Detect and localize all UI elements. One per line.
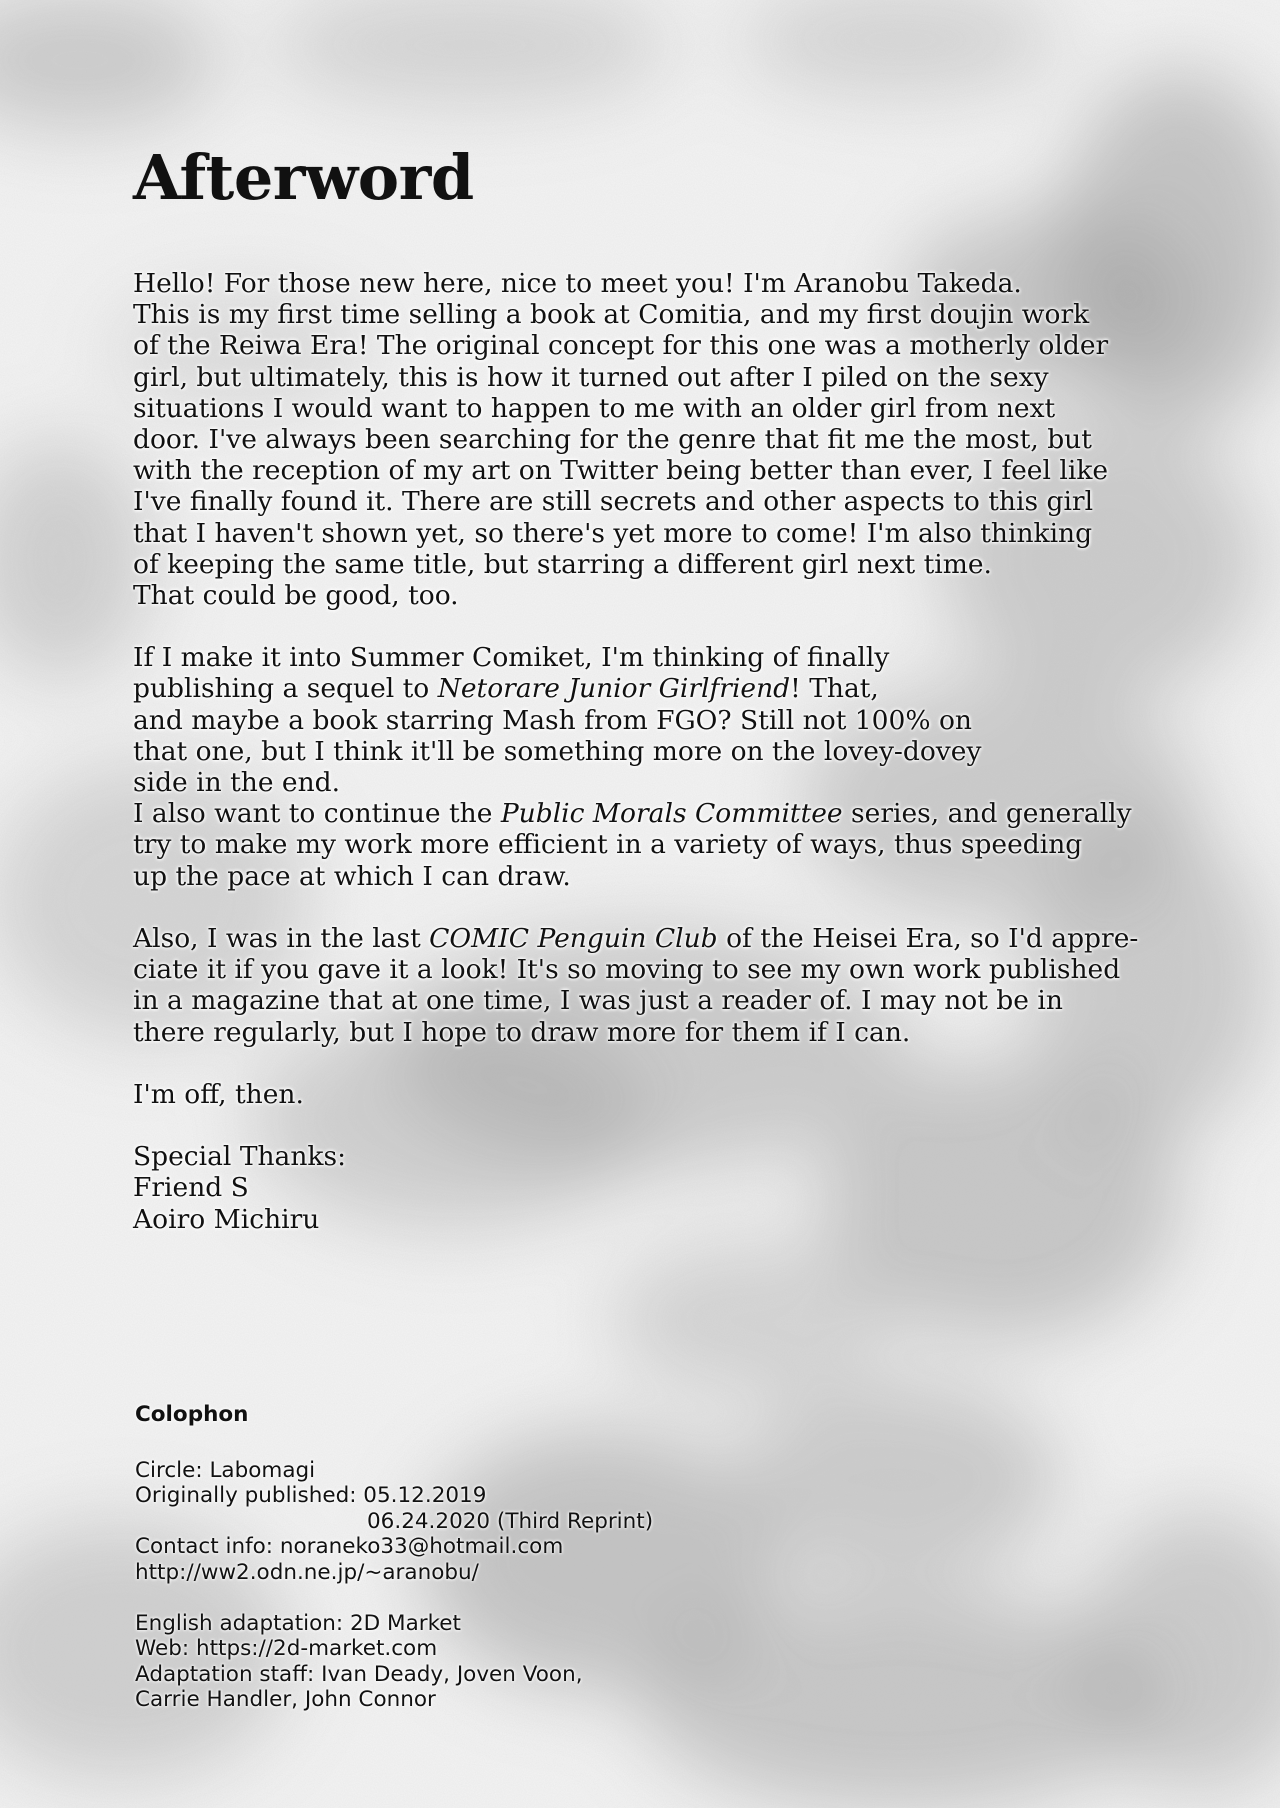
paragraph-gap xyxy=(133,611,1153,642)
colophon-gap xyxy=(135,1585,835,1611)
body-line: Friend S xyxy=(133,1172,249,1204)
colophon-line: http://ww2.odn.ne.jp/~aranobu/ xyxy=(135,1559,479,1585)
italic-title: COMIC Penguin Club xyxy=(429,922,718,954)
paragraph-gap xyxy=(133,1110,1153,1141)
body-line: ciate it if you gave it a look! It's so moving to see my own work published xyxy=(133,954,1121,986)
body-line: that I haven't shown yet, so there's yet more to come! I'm also thinking xyxy=(133,517,1093,549)
body-line: publishing a sequel to Netorare Junior Girlfriend! That, xyxy=(133,673,879,705)
colophon xyxy=(135,1402,835,1713)
page-title: Afterword xyxy=(133,141,474,214)
body-line: side in the end. xyxy=(133,767,341,798)
colophon-line: 06.24.2020 (Third Reprint) xyxy=(367,1508,654,1534)
body-line: girl, but ultimately, this is how it turned out after I piled on the sexy xyxy=(133,361,1049,393)
colophon-line: Originally published: 05.12.2019 xyxy=(135,1483,487,1508)
body-line: Also, I was in the last COMIC Penguin Club of the Heisei Era, so I'd appre- xyxy=(133,922,1139,954)
paragraph-gap xyxy=(133,1048,1153,1079)
body-line: This is my first time selling a book at Comitia, and my first doujin work xyxy=(133,299,1090,331)
body-line: Aoiro Michiru xyxy=(133,1203,320,1235)
body-line: I've finally found it. There are still secrets and other aspects to this girl xyxy=(133,486,1094,518)
body-line: and maybe a book starring Mash from FGO? Still not 100% on xyxy=(133,704,972,736)
colophon-line: Web: https://2d-market.com xyxy=(135,1636,438,1661)
colophon-heading: Colophon xyxy=(135,1402,249,1427)
body-line: I also want to continue the Public Morals Committee series, and generally xyxy=(133,798,1132,830)
body-line: of keeping the same title, but starring a different girl next time. xyxy=(133,548,992,580)
body-line: in a magazine that at one time, I was just a reader of. I may not be in xyxy=(133,985,1063,1017)
italic-title: Public Morals Committee xyxy=(500,798,843,830)
colophon-line: Circle: Labomagi xyxy=(135,1457,316,1483)
afterword-body xyxy=(133,268,1153,1235)
body-line: If I make it into Summer Comiket, I'm thinking of finally xyxy=(133,642,890,674)
paragraph-gap xyxy=(133,892,1153,923)
body-line: try to make my work more efficient in a variety of ways, thus speeding xyxy=(133,829,1083,861)
colophon-line: Adaptation staff: Ivan Deady, Joven Voon, xyxy=(135,1661,583,1687)
body-line: with the reception of my art on Twitter being better than ever, I feel like xyxy=(133,455,1109,487)
colophon-line: English adaptation: 2D Market xyxy=(135,1610,461,1636)
body-line: door. I've always been searching for the genre that fit me the most, but xyxy=(133,423,1092,455)
body-line: there regularly, but I hope to draw more for them if I can. xyxy=(133,1016,911,1048)
body-line: up the pace at which I can draw. xyxy=(133,860,571,892)
italic-title: Netorare Junior Girlfriend xyxy=(437,673,791,705)
body-line: that one, but I think it'll be something more on the lovey-dovey xyxy=(133,735,982,767)
colophon-line: Carrie Handler, John Connor xyxy=(135,1687,436,1712)
colophon-line: Contact info: noraneko33@hotmail.com xyxy=(135,1534,564,1559)
body-line: Special Thanks: xyxy=(133,1141,347,1173)
body-line: Hello! For those new here, nice to meet you! I'm Aranobu Takeda. xyxy=(133,268,1022,299)
body-line: I'm off, then. xyxy=(133,1078,304,1110)
body-line: situations I would want to happen to me with an older girl from next xyxy=(133,392,1056,424)
body-line: of the Reiwa Era! The original concept for this one was a motherly older xyxy=(133,330,1109,362)
body-line: That could be good, too. xyxy=(133,579,459,611)
